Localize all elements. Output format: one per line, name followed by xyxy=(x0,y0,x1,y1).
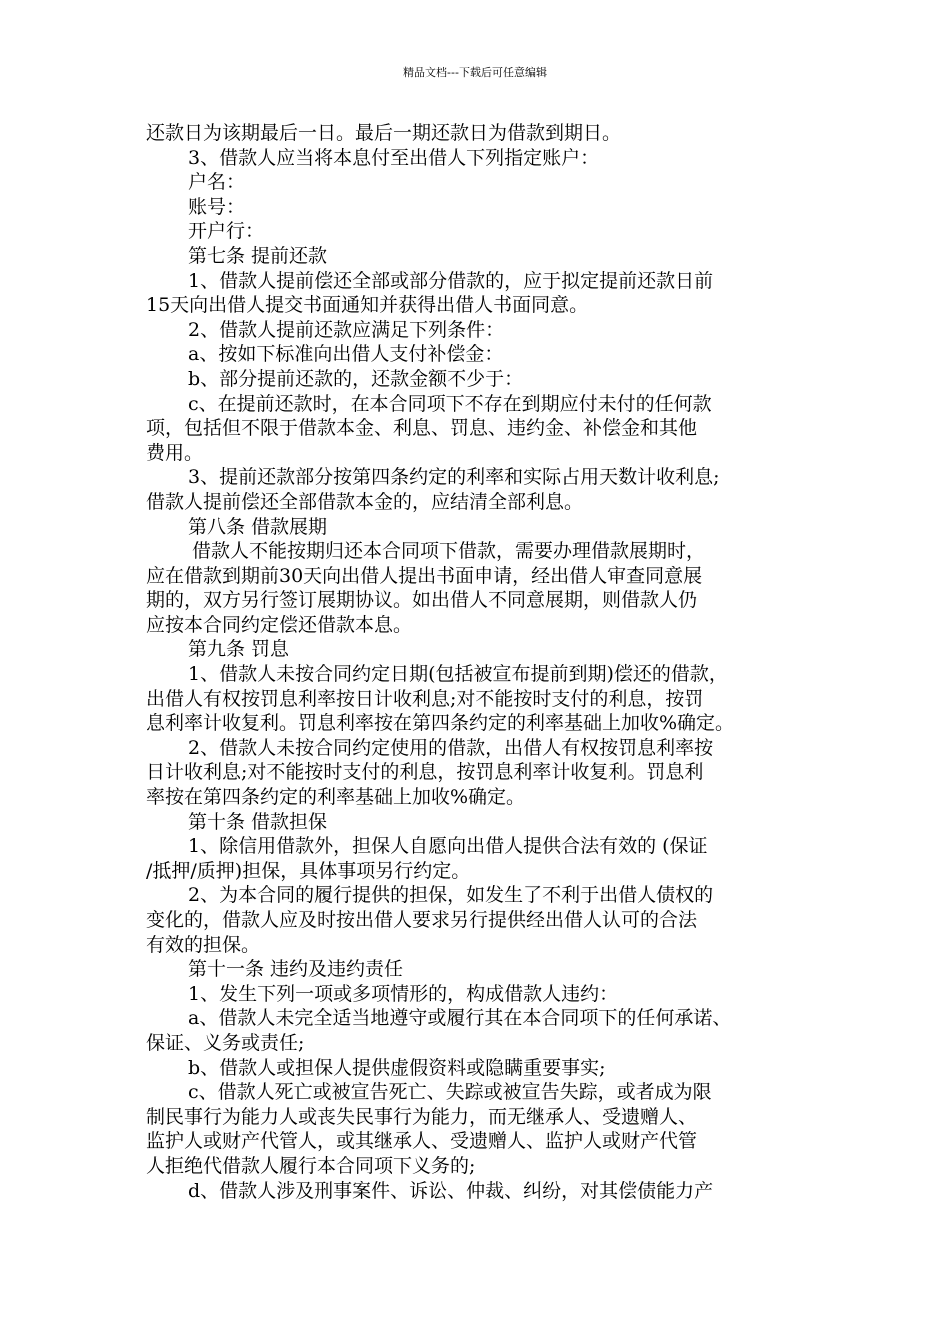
paragraph-line: 1、借款人未按合同约定日期(包括被宣布提前到期)偿还的借款， xyxy=(188,663,728,686)
paragraph-line: 户名： xyxy=(188,171,246,194)
paragraph-line: 开户行： xyxy=(188,220,265,243)
paragraph-line: 制民事行为能力人或丧失民事行为能力，而无继承人、受遗赠人、 xyxy=(146,1105,698,1128)
paragraph-line: 3、提前还款部分按第四条约定的利率和实际占用天数计收利息; xyxy=(188,466,720,489)
page-header: 精品文档---下载后可任意编辑 xyxy=(403,66,547,79)
paragraph-line: 人拒绝代借款人履行本合同项下义务的; xyxy=(146,1154,476,1177)
paragraph-line: 账号： xyxy=(188,195,246,218)
paragraph-line: 应按本合同约定偿还借款本息。 xyxy=(146,613,413,636)
paragraph-line: 1、借款人提前偿还全部或部分借款的，应于拟定提前还款日前 xyxy=(188,269,714,292)
paragraph-line: b、借款人或担保人提供虚假资料或隐瞒重要事实; xyxy=(188,1056,606,1079)
paragraph-line: 率按在第四条约定的利率基础上加收%确定。 xyxy=(146,786,526,809)
paragraph-line: a、借款人未完全适当地遵守或履行其在本合同项下的任何承诺、 xyxy=(188,1007,732,1030)
paragraph-line: c、在提前还款时，在本合同项下不存在到期应付未付的任何款 xyxy=(188,392,712,415)
paragraph-line: 出借人有权按罚息利率按日计收利息;对不能按时支付的利息，按罚 xyxy=(146,687,704,710)
paragraph-line: 第九条 罚息 xyxy=(188,638,290,661)
document-body xyxy=(146,121,826,1203)
paragraph-line: 应在借款到期前30天向出借人提出书面申请，经出借人审查同意展 xyxy=(146,564,703,587)
paragraph-line: b、部分提前还款的，还款金额不少于： xyxy=(188,367,524,390)
paragraph-line: 2、为本合同的履行提供的担保，如发生了不利于出借人债权的 xyxy=(188,884,714,907)
paragraph-line: 15天向出借人提交书面通知并获得出借人书面同意。 xyxy=(146,294,589,317)
paragraph-line: a、按如下标准向出借人支付补偿金： xyxy=(188,343,504,366)
paragraph-line: c、借款人死亡或被宣告死亡、失踪或被宣告失踪，或者成为限 xyxy=(188,1081,712,1104)
paragraph-line: 1、除信用借款外，担保人自愿向出借人提供合法有效的 (保证 xyxy=(188,835,708,858)
paragraph-line: 借款人不能按期归还本合同项下借款，需要办理借款展期时， xyxy=(192,540,706,563)
paragraph-line: 借款人提前偿还全部借款本金的，应结清全部利息。 xyxy=(146,490,584,513)
paragraph-line: 日计收利息;对不能按时支付的利息，按罚息利率计收复利。罚息利 xyxy=(146,761,704,784)
paragraph-line: 还款日为该期最后一日。最后一期还款日为借款到期日。 xyxy=(146,122,622,144)
paragraph-line: 变化的，借款人应及时按出借人要求另行提供经出借人认可的合法 xyxy=(146,909,698,931)
paragraph-line: 息利率计收复利。罚息利率按在第四条约定的利率基础上加收%确定。 xyxy=(146,712,735,735)
paragraph-line: 3、借款人应当将本息付至出借人下列指定账户： xyxy=(188,146,600,169)
paragraph-line: 第七条 提前还款 xyxy=(188,244,328,267)
paragraph-line: 2、借款人提前还款应满足下列条件： xyxy=(188,318,505,341)
paragraph-line: 第八条 借款展期 xyxy=(188,515,328,538)
paragraph-line: 1、发生下列一项或多项情形的，构成借款人违约： xyxy=(188,982,619,1005)
paragraph-line: d、借款人涉及刑事案件、诉讼、仲裁、纠纷，对其偿债能力产 xyxy=(188,1179,714,1202)
paragraph-line: 2、借款人未按合同约定使用的借款，出借人有权按罚息利率按 xyxy=(188,736,714,759)
paragraph-line: 第十一条 违约及违约责任 xyxy=(188,958,404,981)
paragraph-line: 第十条 借款担保 xyxy=(188,810,328,833)
paragraph-line: 项，包括但不限于借款本金、利息、罚息、违约金、补偿金和其他 xyxy=(146,417,698,440)
paragraph-line: 监护人或财产代管人，或其继承人、受遗赠人、监护人或财产代管 xyxy=(146,1130,698,1153)
paragraph-line: /抵押/质押)担保，具体事项另行约定。 xyxy=(146,859,471,882)
paragraph-line: 期的，双方另行签订展期协议。如出借人不同意展期，则借款人仍 xyxy=(146,589,698,612)
paragraph-line: 保证、义务或责任; xyxy=(146,1031,305,1054)
paragraph-line: 有效的担保。 xyxy=(146,933,261,956)
paragraph-line: 费用。 xyxy=(146,441,204,464)
